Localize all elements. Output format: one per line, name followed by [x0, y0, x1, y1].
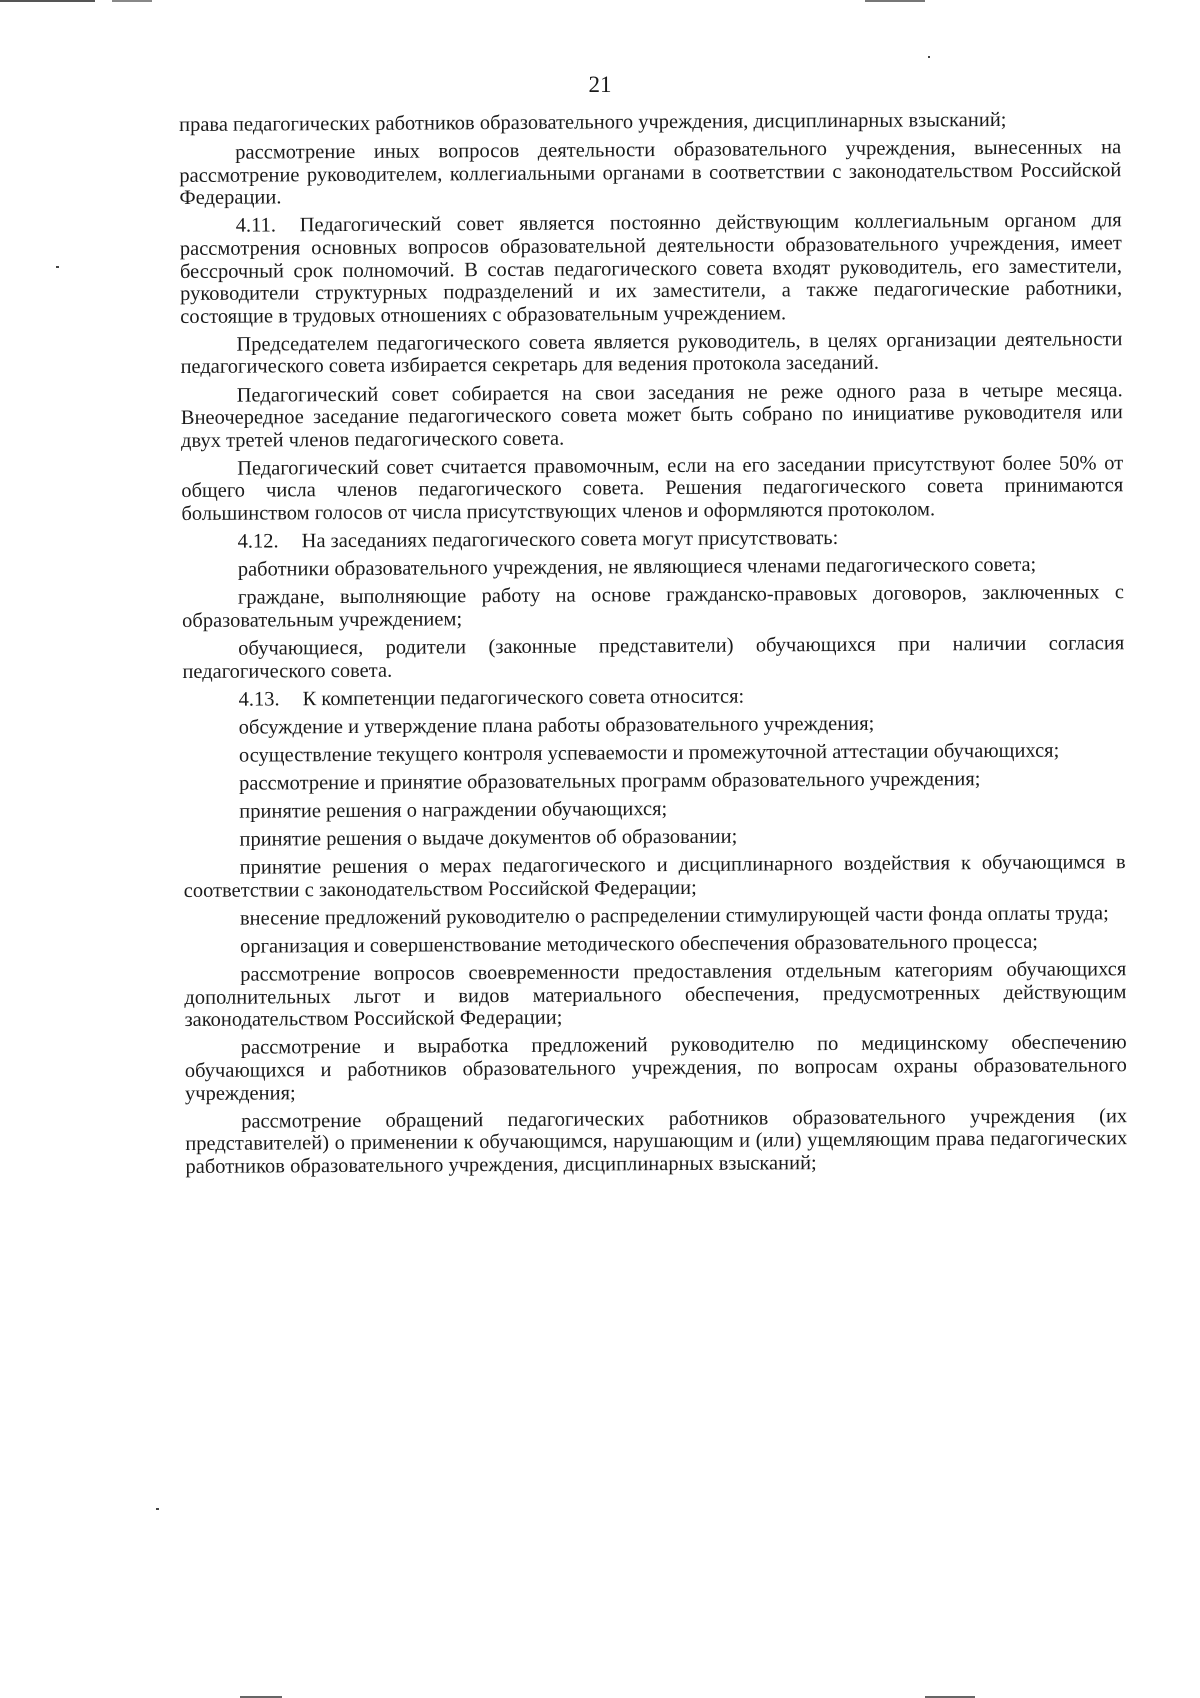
paragraph — [183, 711, 1125, 739]
section-paragraph — [180, 210, 1123, 329]
margin-speck — [56, 266, 59, 268]
paragraph — [183, 823, 1125, 851]
scan-artifact-top-right — [865, 0, 925, 2]
document-body — [179, 108, 1127, 1178]
paragraph-text: граждане, выполняющие работу на основе гражданско-правовых договоров, заключенных с образовательным учреждением; — [182, 581, 1125, 632]
paragraph — [182, 632, 1124, 683]
page-number: 21 — [588, 72, 612, 97]
paragraph — [185, 1105, 1127, 1179]
paragraph-text: рассмотрение вопросов своевременности предоставления отдельным категориям обучающихся дополнительных льгот и видов материального обеспечения, предусмотренных действующим законодательством Российской Федерации; — [184, 958, 1127, 1032]
paragraph-text: работники образовательного учреждения, не являющиеся членами педагогического совета; — [237, 553, 1037, 581]
paragraph-text: Педагогический совет считается правомочным, если на его заседании присутствуют более 50% от общего числа членов педагогического совета. Решения педагогического совета принимаются большинством голосов от числа присутствующих членов и оформляются протоколом. — [181, 452, 1124, 525]
paragraph — [185, 1032, 1127, 1106]
paragraph-text: Председателем педагогического совета является руководитель, в целях организации деятельности педагогического совета избирается секретарь для ведения протокола заседаний. — [180, 328, 1123, 379]
paragraph-text: Педагогический совет собирается на свои заседания не реже одного раза в четыре месяца. Внеочередное заседание педагогического совета может быть собрано по инициативе руководителя или двух третей членов педагогического совета. — [180, 378, 1123, 452]
paragraph-text: принятие решения о награждении обучающихся; — [239, 798, 668, 823]
scan-artifact-top-left-2 — [112, 0, 152, 2]
paragraph-text: рассмотрение обращений педагогических работников образовательного учреждения (их представителей) о применении к обучающимся, нарушающим и (или) ущемляющим права педагогических работников образовательного учреждения, дисциплинарных взысканий; — [185, 1104, 1128, 1178]
section-paragraph — [183, 683, 1125, 711]
paragraph — [181, 379, 1123, 453]
paragraph — [182, 582, 1124, 633]
paragraph-text: осуществление текущего контроля успеваемости и промежуточной аттестации обучающихся; — [238, 739, 1060, 767]
section-number: 4.12. — [237, 530, 279, 553]
paragraph — [183, 795, 1125, 823]
paragraph — [183, 767, 1125, 795]
paragraph-text: рассмотрение и принятие образовательных программ образовательного учреждения; — [239, 768, 981, 795]
margin-speck — [928, 56, 930, 58]
paragraph-text: принятие решения о выдаче документов об образовании; — [239, 825, 738, 851]
paragraph-text: К компетенции педагогического совета относится: — [302, 685, 745, 710]
section-number: 4.11. — [235, 214, 277, 238]
paragraph-text: организация и совершенствование методического обеспечения образовательного процесса; — [240, 930, 1039, 958]
paragraph — [180, 328, 1122, 379]
paragraph-text: Педагогический совет является постоянно действующим коллегиальным органом для рассмотрения основных вопросов образовательной деятельности образовательного учреждения, имеет бессрочный срок полномочий. В состав педагогического совета входят руководитель, его заместители, руководители структурных подразделений и их заместители, а также педагогические работники, состоящие в трудовых отношениях с образовательным учреждением. — [179, 209, 1123, 328]
paragraph — [184, 958, 1126, 1032]
paragraph-text: рассмотрение иных вопросов деятельности образовательного учреждения, вынесенных на рассмотрение руководителем, коллегиальными органами в соответствии с законодательством Российской Федерации. — [179, 136, 1122, 210]
paragraph-text: обсуждение и утверждение плана работы образовательного учреждения; — [238, 712, 875, 739]
paragraph-text: рассмотрение и выработка предложений руководителю по медицинскому обеспечению обучающихся и работников образовательного учреждения, по вопросам охраны образовательного учреждения; — [184, 1031, 1127, 1105]
paragraph-text: обучающиеся, родители (законные представители) обучающихся при наличии согласия педагогического совета. — [182, 632, 1125, 683]
paragraph — [182, 553, 1124, 581]
paragraph-text: принятие решения о мерах педагогического и дисциплинарного воздействия к обучающимся в соответствии с законодательством Российской Федерации; — [183, 851, 1126, 902]
margin-speck — [156, 1508, 159, 1510]
paragraph — [184, 930, 1126, 958]
paragraph — [184, 902, 1126, 930]
paragraph — [179, 136, 1121, 210]
section-paragraph — [182, 525, 1124, 553]
paragraph-text: права педагогических работников образовательного учреждения, дисциплинарных взысканий; — [179, 108, 1007, 136]
scan-artifact-top-left — [0, 0, 95, 2]
paragraph-text: На заседаниях педагогического совета могут присутствовать: — [301, 527, 839, 553]
paragraph — [181, 452, 1123, 526]
paragraph — [183, 739, 1125, 767]
paragraph-text: внесение предложений руководителю о распределении стимулирующей части фонда оплаты труда; — [239, 902, 1109, 930]
section-number: 4.13. — [238, 688, 280, 711]
paragraph — [179, 108, 1121, 136]
paragraph — [184, 851, 1126, 902]
